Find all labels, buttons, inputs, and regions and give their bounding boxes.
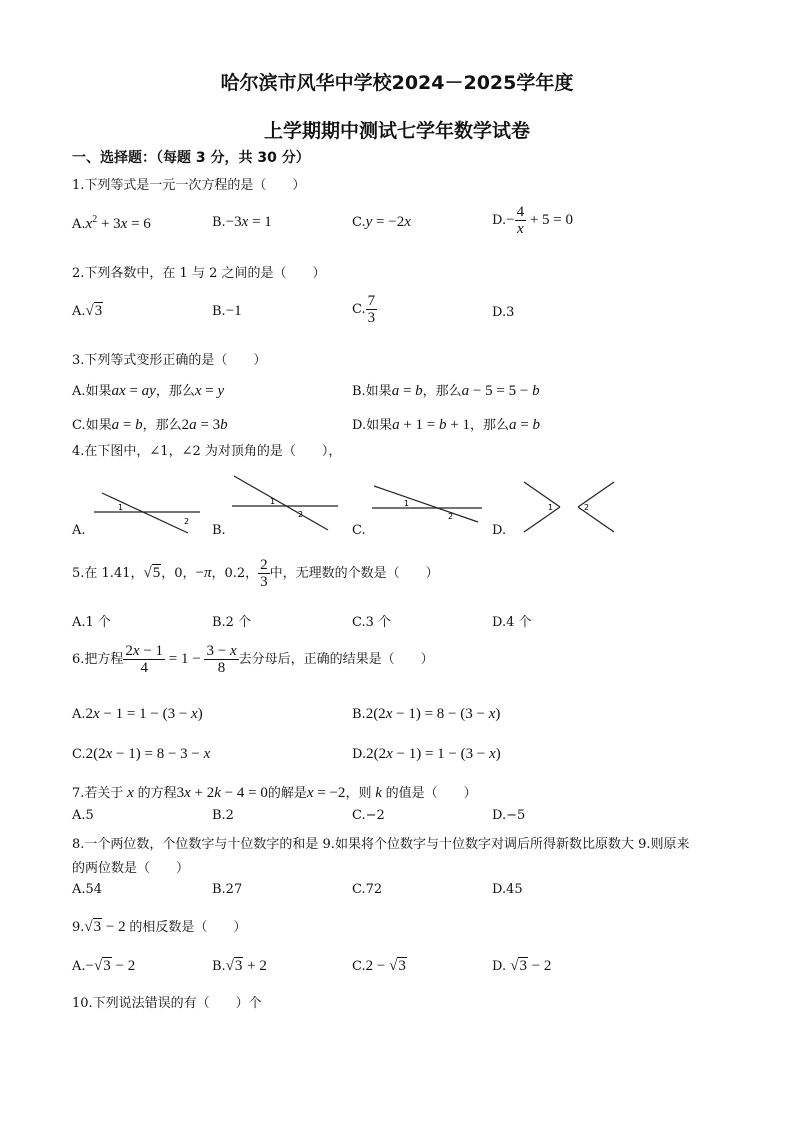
q6-option-b: B.2(2x − 1) = 8 − (3 − x): [352, 706, 501, 722]
q5-option-c: C.3 个: [352, 615, 392, 630]
exam-title-line1: 哈尔滨市风华中学校2024－2025学年度: [220, 72, 574, 94]
q2-option-b: B.−1: [212, 303, 242, 319]
q8-option-b: B.27: [212, 882, 243, 897]
q4-option-b-label: B.: [212, 523, 226, 538]
question-8-stem-line1: 8.一个两位数，个位数字与十位数字的和是 9.如果将个位数字与十位数字对调后所得新数比原数大 9.则原来: [72, 837, 690, 852]
q4-option-c-label: C.: [352, 523, 366, 538]
exam-title-line2: 上学期期中测试七学年数学试卷: [263, 120, 530, 142]
q3-option-c: C.如果a = b，那么2a = 3b: [72, 417, 228, 433]
section-heading: 一、选择题：（每题 3 分，共 30 分）: [72, 150, 310, 166]
q9-option-c: C.2 − √3: [352, 958, 406, 974]
angle-1-label: 1: [118, 503, 124, 512]
angle-2-label: 2: [298, 510, 304, 519]
q4-figure-a: [90, 488, 205, 538]
question-3-stem: 3.下列等式变形正确的是（ ）: [72, 353, 267, 368]
question-2-stem: 2.下列各数中，在 1 与 2 之间的是（ ）: [72, 266, 326, 281]
q1-option-c: C.y = −2x: [352, 214, 411, 230]
angle-2-label: 2: [184, 517, 190, 526]
q1-option-b: B.−3x = 1: [212, 214, 272, 230]
question-9-stem: 9.√3 − 2 的相反数是（ ）: [72, 919, 247, 935]
q8-option-d: D.45: [492, 882, 523, 897]
q8-option-c: C.72: [352, 882, 383, 897]
q9-option-d: D. √3 − 2: [492, 958, 552, 974]
angle-2-label: 2: [584, 503, 590, 512]
question-1-stem: 1.下列等式是一元一次方程的是（ ）: [72, 178, 306, 193]
angle-1-label: 1: [270, 497, 276, 506]
question-6-stem: 6.把方程 $\frac{2x - 1}{4}$ = 1 − $\frac{3 - x}{8}$ 去分母后，正确的结果是（ ）: [72, 643, 434, 676]
q6-option-c: C.2(2x − 1) = 8 − 3 − x: [72, 746, 211, 762]
q4-option-d-label: D.: [492, 523, 507, 538]
q3-option-a: A.如果ax = ay，那么x = y: [72, 383, 225, 399]
angle-1-label: 1: [548, 503, 554, 512]
q4-figure-d: [520, 478, 620, 536]
q7-option-c: C.−2: [352, 808, 385, 823]
q7-option-b: B.2: [212, 808, 234, 823]
q4-figure-b: [228, 472, 343, 534]
q9-option-b: B.√3 + 2: [212, 958, 267, 974]
q7-option-a: A.5: [72, 808, 94, 823]
question-8-stem-line2: 的两位数是（ ）: [72, 861, 190, 876]
q9-option-a: A.−√3 − 2: [72, 958, 136, 974]
q4-option-a-label: A.: [72, 523, 86, 538]
q2-option-a: A.√3: [72, 303, 103, 319]
question-7-stem: 7.若关于 x 的方程3x + 2k − 4 = 0的解是x = −2，则 k 的值是（ ）: [72, 785, 477, 801]
question-4-stem: 4.在下图中，∠1，∠2 为对顶角的是（ ），: [72, 444, 342, 459]
q5-option-a: A.1 个: [72, 615, 111, 630]
q5-option-b: B.2 个: [212, 615, 252, 630]
q3-option-d: D.如果a + 1 = b + 1，那么a = b: [352, 417, 540, 433]
q6-option-d: D.2(2x − 1) = 1 − (3 − x): [352, 746, 501, 762]
q3-option-b: B.如果a = b，那么a − 5 = 5 − b: [352, 383, 540, 399]
q8-option-a: A.54: [72, 882, 103, 897]
q1-option-d: D.− $\frac{4}{x}$ + 5 = 0: [492, 204, 573, 237]
angle-2-label: 2: [448, 512, 454, 521]
q2-option-c: C. $\frac{7}{3}$: [352, 293, 376, 326]
q6-option-a: A.2x − 1 = 1 − (3 − x): [72, 706, 203, 722]
q2-option-d: D.3: [492, 305, 515, 320]
question-10-stem: 10.下列说法错误的有（ ）个: [72, 996, 262, 1011]
q5-option-d: D.4 个: [492, 615, 532, 630]
q4-figure-c: [368, 478, 486, 528]
angle-1-label: 1: [404, 499, 410, 508]
q1-option-a: $A.x^2 + 3x = 6$: [72, 214, 151, 232]
question-5-stem: 5.在 1.41，√5，0，−π，0.2， $\frac{2}{3}$ 中，无理数的个数是（ ）: [72, 557, 439, 590]
q7-option-d: D.−5: [492, 808, 526, 823]
